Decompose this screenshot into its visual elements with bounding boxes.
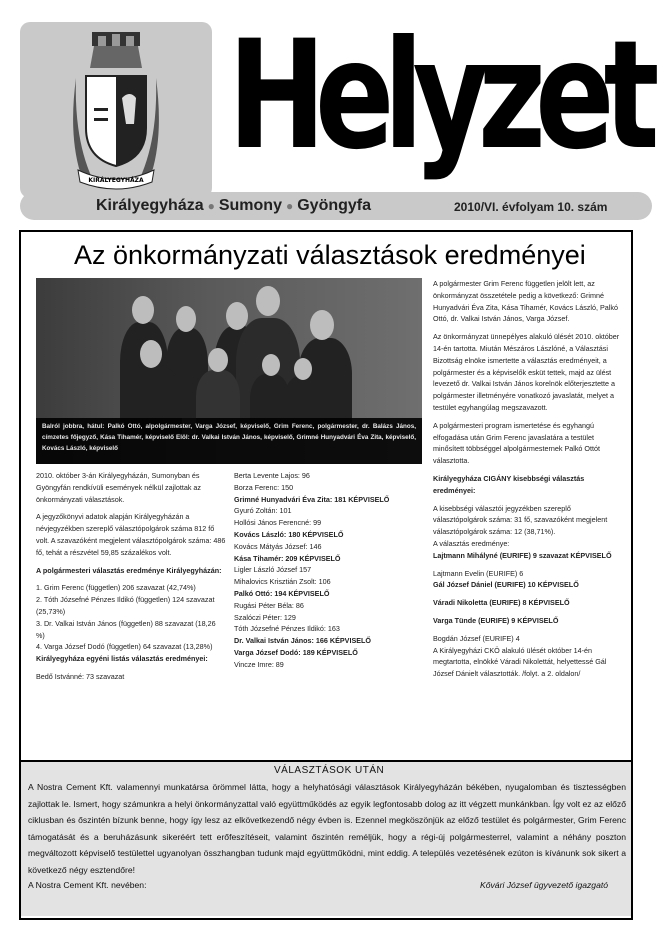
paragraph: 1. Grim Ferenc (független) 206 szavazat (42,74%) xyxy=(36,583,196,593)
photo-head xyxy=(310,310,334,340)
town-name: Sumony xyxy=(218,197,282,214)
paragraph: 4. Varga József Dodó (független) 64 szavazat (13,28%) xyxy=(36,642,213,652)
article-headline: Az önkormányzati választások eredményei xyxy=(74,240,586,270)
notice-title: VÁLASZTÁSOK UTÁN xyxy=(274,765,385,776)
article-column-2 xyxy=(234,470,419,671)
paragraph-heading: A polgármesteri választás eredménye Királyegyházán: xyxy=(36,565,222,575)
photo-head xyxy=(132,296,154,324)
paragraph: Gyuró Zoltán: 101 xyxy=(234,506,292,516)
paragraph: 3. Dr. Valkai István János (független) 88 szavazat (18,26 %) xyxy=(36,618,216,640)
paragraph: A polgármester Grim Ferenc független jelölt lett, az önkormányzat összetétele pedig a következő: Grimné Hunyadvári Éva Zita, Kása Tihamér, Kovács László, Palkó Ottó, dr. Valkai István János, Varga József. xyxy=(433,279,618,324)
separator-dot-icon: ● xyxy=(285,199,294,213)
paragraph: Lajtmann Evelin (EURIFE) 6 xyxy=(433,568,524,578)
paragraph-heading: Gál József Dániel (EURIFE) 10 KÉPVISELŐ xyxy=(433,580,579,590)
photo-head xyxy=(262,354,280,376)
separator-dot-icon: ● xyxy=(207,199,215,213)
paragraph: A jegyzőkönyvi adatok alapján Királyegyházán a névjegyzékben szereplő választópolgárok száma 812 fő volt. A szavazóként megjelent választópolgárok száma: 486 fő, tehát a részvétel 59,85 százalékos volt. xyxy=(36,512,226,557)
paragraph: Mihalovics Krisztián Zsolt: 106 xyxy=(234,577,331,587)
paragraph-heading: Királyegyháza CIGÁNY kisebbségi választás eredményei: xyxy=(433,473,585,495)
paragraph-heading: Dr. Valkai István János: 166 KÉPVISELŐ xyxy=(234,636,372,646)
issue-number: 2010/VI. évfolyam 10. szám xyxy=(454,200,608,214)
notice-sign-company: A Nostra Cement Kft. nevében: xyxy=(28,880,147,890)
paragraph-heading: Kovács László: 180 KÉPVISELŐ xyxy=(234,529,344,539)
paragraph: A Királyegyházi CKÖ alakuló ülését október 14-én megtartotta, elnökké Váradi Nikolettát, helyettessé Gál József Dánielt választották. /folyt. a 2. oldalon/ xyxy=(433,645,607,679)
paragraph: Ligler László József 157 xyxy=(234,565,312,575)
crest-text: KIRÁLYEGYHÁZA xyxy=(88,177,144,184)
notice-sign-director: Kővári József ügyvezető igazgató xyxy=(480,880,609,890)
paragraph: Borza Ferenc: 150 xyxy=(234,482,294,492)
paragraph: Az önkormányzat ünnepélyes alakuló ülését 2010. október 14-én tartotta. Miután Mészáros Lászlóné, a Választási Bizottság elnöke ismertette a választás eredményeit, a polgármester és a képviselők esküt tettek, majd az ülést levezető dr. Valkai István János korelnök előterjesztette a polgármester illetményére vonatkozó javaslatát, melyet a testület egyhangúlag megszavazott. xyxy=(433,332,620,412)
crest-box xyxy=(20,22,212,198)
paragraph-heading: Váradi Nikoletta (EURIFE) 8 KÉPVISELŐ xyxy=(433,598,570,608)
town-list xyxy=(96,197,371,215)
notice-text: A Nostra Cement Kft. valamennyi munkatársa örömmel látta, hogy a helyhatósági választások Királyegyházán békében, nyugalomban és tisztességben zajlottak le. Ismert, hogy számunkra a helyi önkormányzattal való együttműködés az egyik legfontosabb dolog az itt végzett munkánkban. Így volt ez az előző ciklusban és őszintén bízunk benne, hogy így lesz az elkövetkezendő négy évben is. Ezennel megköszönjük az előző testület és polgármester, Grim Ferenc támogatását és a beruházásunk sikeréért tett erőfeszítéseit, valamint őszintén reméljük, hogy a régi-új polgármesterrel, valamint a néhány poszton megváltozott képviselő testülettel ugyanolyan összhangban tudunk majd együttműködni, mint eddig. A település vezetésének ezúton is kívánunk sok sikert a következő négy esztendőre! xyxy=(28,782,626,875)
town-name: Királyegyháza xyxy=(96,197,204,214)
newspaper-title: Helyzet xyxy=(228,9,649,183)
paragraph: Bedő Istvánné: 73 szavazat xyxy=(36,671,125,681)
paragraph: A kisebbségi választói jegyzékben szereplő választópolgárok száma: 31 fő, szavazóként megjelent választópolgárok száma: 12 (38,71%). xyxy=(433,503,608,537)
paragraph: 2. Tóth Józsefné Pénzes Ildikó (független) 124 szavazat (25,73%) xyxy=(36,595,215,616)
photo-head xyxy=(226,302,248,330)
town-name: Gyöngyfa xyxy=(297,197,372,214)
photo-head xyxy=(176,306,196,332)
paragraph-heading: Lajtmann Mihályné (EURIFE) 9 szavazat KÉPVISELŐ xyxy=(433,550,612,560)
photo-head xyxy=(256,286,280,316)
paragraph: 2010. október 3-án Királyegyházán, Sumonyban és Gyöngyfán rendkívüli események nélkül zajlottak az önkormányzati választások. xyxy=(36,471,202,504)
article-column-1 xyxy=(36,470,226,683)
photo-head xyxy=(294,358,312,380)
photo-head xyxy=(208,348,228,372)
paragraph: Berta Levente Lajos: 96 xyxy=(234,471,310,480)
photo-caption: Balról jobbra, hátul: Palkó Ottó, alpolgármester, Varga József, képviselő, Grim Ferenc, polgármester, dr. Balázs János, címzetes főjegyző, Kása Tihamér, képviselő Elöl: dr. Valkai István János, képviselő, Grimné Hunyadvári Éva Zita, képviselő, Kovács László, képviselő xyxy=(36,418,422,464)
coat-of-arms-icon xyxy=(72,28,160,192)
paragraph-heading: Palkó Ottó: 194 KÉPVISELŐ xyxy=(234,588,330,598)
paragraph: A választás eredménye: xyxy=(433,538,510,548)
paragraph: A polgármesteri program ismertetése és egyhangú elfogadása után Grim Ferenc javaslatára a testület minősített többséggel alpolgármesternek Palkó Ottót választotta. xyxy=(433,420,601,466)
paragraph-heading: Varga József Dodó: 189 KÉPVISELŐ xyxy=(234,647,358,657)
paragraph: Rugási Péter Béla: 86 xyxy=(234,600,304,610)
paragraph-heading: Varga Tünde (EURIFE) 9 KÉPVISELŐ xyxy=(433,615,559,625)
paragraph: Vincze Imre: 89 xyxy=(234,659,284,669)
paragraph: Kovács Mátyás József: 146 xyxy=(234,541,322,551)
group-photo xyxy=(36,278,422,464)
paragraph: Hollósi János Ferencné: 99 xyxy=(234,518,322,528)
paragraph-heading: Kása Tihamér: 209 KÉPVISELŐ xyxy=(234,553,341,563)
photo-head xyxy=(140,340,162,368)
paragraph: Szalóczi Péter: 129 xyxy=(234,612,296,622)
paragraph: Tóth Józsefné Pénzes Ildikó: 163 xyxy=(234,624,340,634)
article-column-3 xyxy=(433,278,621,680)
paragraph-heading: Királyegyháza egyéni listás választás eredményei: xyxy=(36,654,208,664)
paragraph: Bogdán József (EURIFE) 4 xyxy=(433,633,520,643)
paragraph-heading: Grimné Hunyadvári Éva Zita: 181 KÉPVISELŐ xyxy=(234,494,390,504)
